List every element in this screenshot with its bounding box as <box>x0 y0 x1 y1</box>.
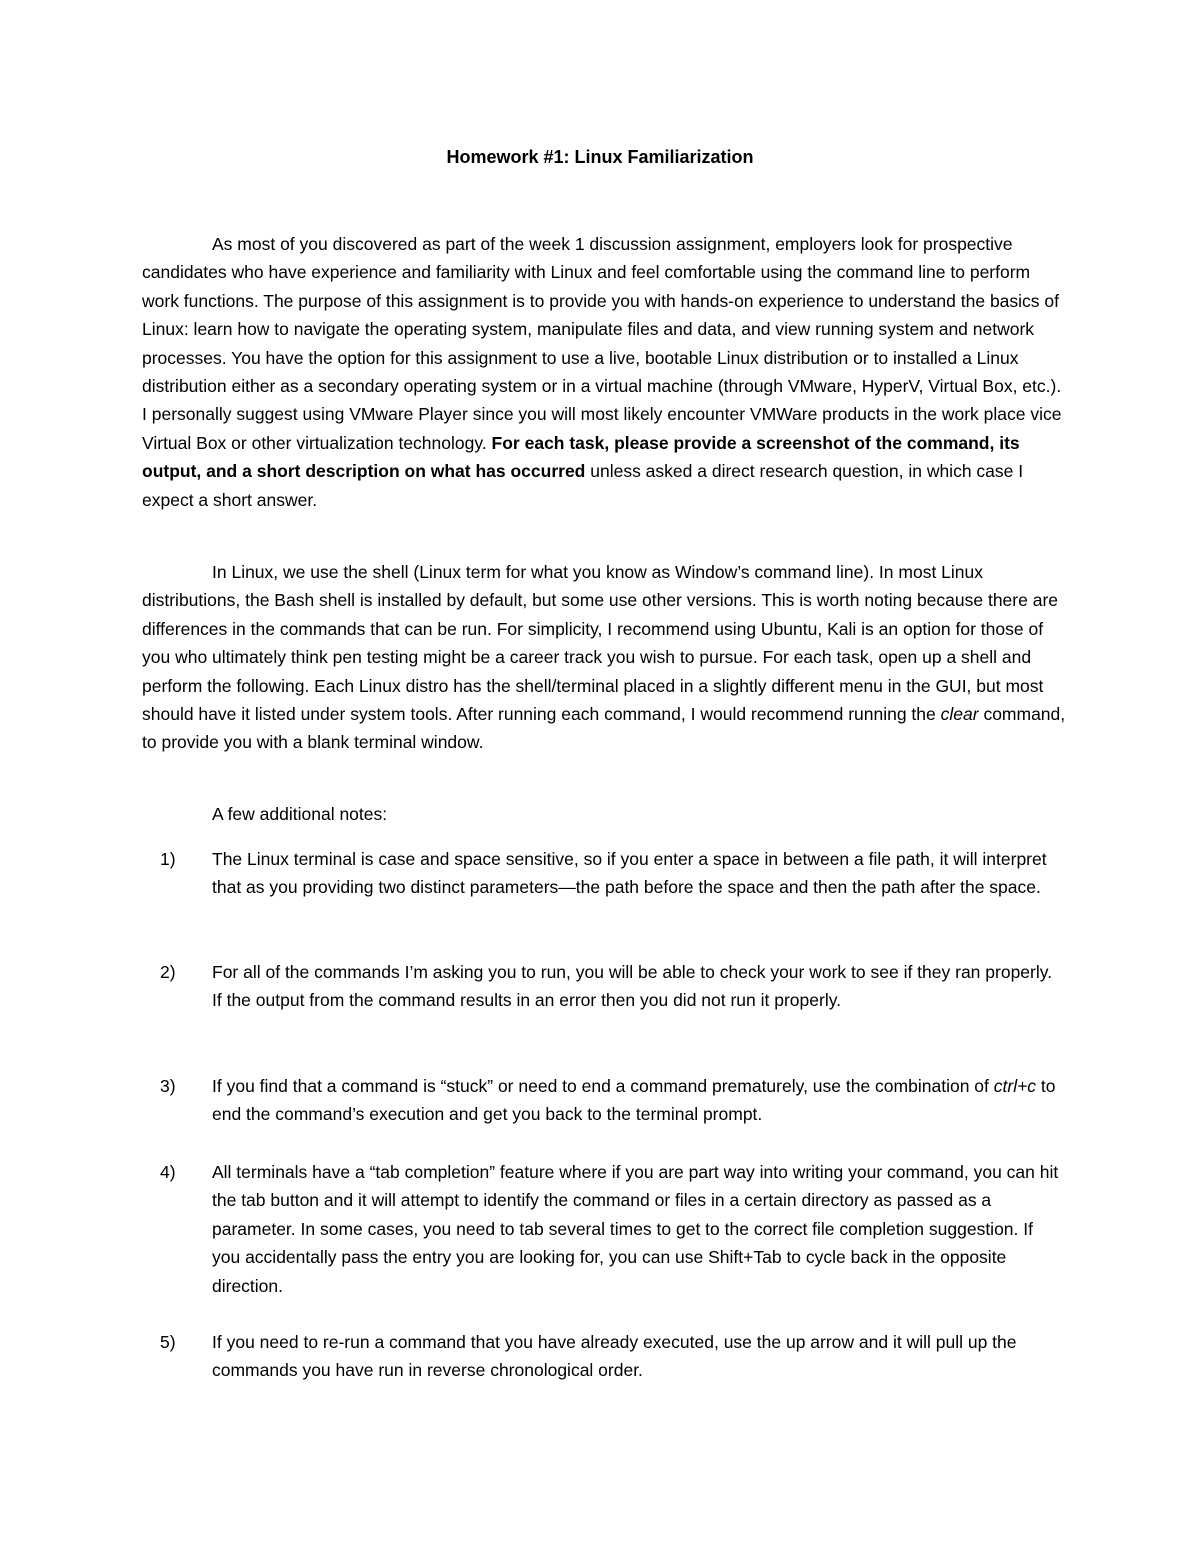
note-text-end: to end the command’s execution and get you back to the terminal prompt. <box>212 1076 1056 1125</box>
note-text: For all of the commands I’m asking you to run, you will be able to check your work to see if they ran properly. If the output from the command results in an error then you did not run it properly. <box>212 962 1053 1011</box>
note-number: 1) <box>160 849 176 869</box>
intro-paragraph <box>142 230 1066 514</box>
note-item <box>142 1328 1066 1385</box>
note-item <box>142 1158 1066 1300</box>
shell-paragraph <box>142 558 1066 757</box>
note-text-start: If you find that a command is “stuck” or need to end a command prematurely, use the combination of <box>212 1076 994 1096</box>
note-number: 3) <box>160 1076 176 1096</box>
intro-text-end: unless asked a direct research question, in which case I expect a short answer. <box>142 461 1024 510</box>
ctrl-c-text: ctrl+c <box>993 1076 1037 1096</box>
note-number: 5) <box>160 1332 176 1352</box>
shell-text-end: command, to provide you with a blank terminal window. <box>142 704 1066 753</box>
shell-text-start: In Linux, we use the shell (Linux term for what you know as Window’s command line). In most Linux distributions, the Bash shell is installed by default, but some use other versions. This is worth noting because there are differences in the commands that can be run. For simplicity, I recommend using Ubuntu, Kali is an option for those of you who ultimately think pen testing might be a career track you wish to pursue. For each task, open up a shell and perform the following. Each Linux distro has the shell/terminal placed in a slightly different menu in the GUI, but most should have it listed under system tools. After running each command, I would recommend running the <box>142 562 1059 725</box>
note-text: If you need to re-run a command that you have already executed, use the up arrow and it will pull up the commands you have run in reverse chronological order. <box>212 1332 1017 1381</box>
clear-command-text: clear <box>940 704 979 725</box>
note-text <box>212 1072 1066 1129</box>
note-number: 4) <box>160 1162 176 1182</box>
document-title: Homework #1: Linux Familiarization <box>446 147 754 167</box>
note-item <box>142 845 1066 902</box>
note-text: The Linux terminal is case and space sensitive, so if you enter a space in between a file path, it will interpret that as you providing two distinct parameters—the path before the space and then the path after the space. <box>212 849 1047 898</box>
intro-text-start: As most of you discovered as part of the week 1 discussion assignment, employers look for prospective candidates who have experience and familiarity with Linux and feel comfortable using the command line to perform work functions. The purpose of this assignment is to provide you with hands-on experience to understand the basics of Linux: learn how to navigate the operating system, manipulate files and data, and view running system and network processes. You have the option for this assignment to use a live, bootable Linux distribution or to installed a Linux distribution either as a secondary operating system or in a virtual machine (through VMware, HyperV, Virtual Box, etc.). I personally suggest using VMware Player since you will most likely encounter VMWare products in the work place vice Virtual Box or other virtualization technology. <box>142 234 1062 453</box>
note-text: All terminals have a “tab completion” feature where if you are part way into writing your command, you can hit the tab button and it will attempt to identify the command or files in a certain directory as passed as a parameter. In some cases, you need to tab several times to get to the correct file completion suggestion. If you accidentally pass the entry you are looking for, you can use Shift+Tab to cycle back in the opposite direction. <box>212 1162 1059 1296</box>
intro-bold-instruction: For each task, please provide a screenshot of the command, its output, and a short description on what has occurred <box>142 432 1020 482</box>
note-item <box>142 958 1066 1015</box>
note-item <box>142 1072 1066 1129</box>
notes-heading: A few additional notes: <box>212 804 388 824</box>
note-number: 2) <box>160 962 176 982</box>
